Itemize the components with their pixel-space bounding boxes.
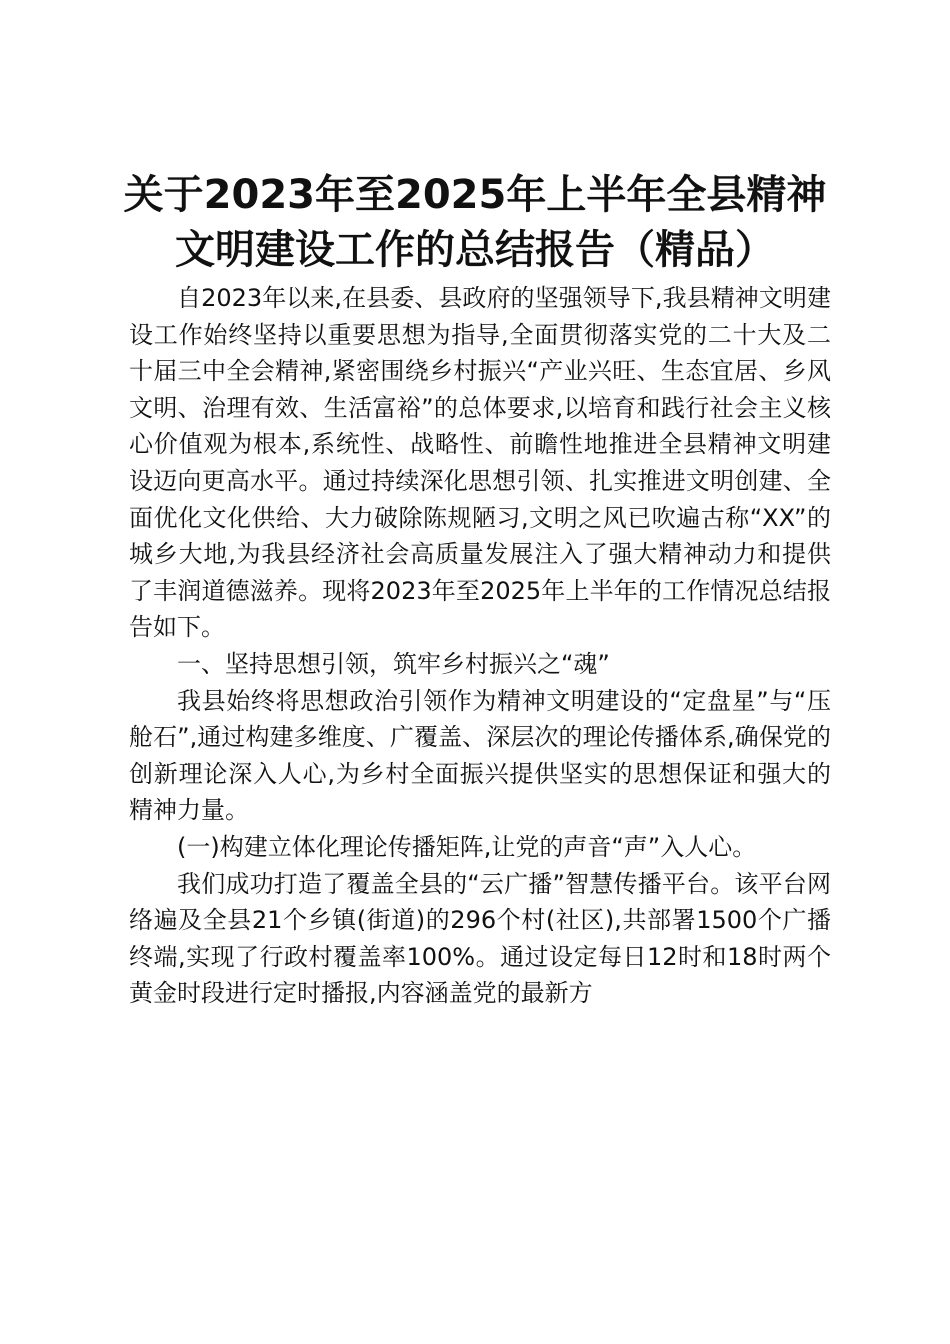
document-title: [100, 168, 850, 278]
title-line-1: 关于2023年至2025年上半年全县精神: [123, 172, 827, 218]
section-1-paragraph: 我县始终将思想政治引领作为精神文明建设的“定盘星”与“压舱石”,通过构建多维度、广覆盖、深层次的理论传播体系,确保党的创新理论深入人心,为乡村全面振兴提供坚实的思想保证和强大的精神力量。: [129, 686, 831, 825]
subsection-heading-1: (一)构建立体化理论传播矩阵,让党的声音“声”入人心。: [177, 832, 757, 861]
subsection-1-paragraph: 我们成功打造了覆盖全县的“云广播”智慧传播平台。该平台网络遍及全县21个乡镇(街道)的296个村(社区),共部署1500个广播终端,实现了行政村覆盖率100%。通过设定每日12时和18时两个黄金时段进行定时播报,内容涵盖党的最新方: [129, 869, 831, 1008]
section-heading-1: 一、坚持思想引领，筑牢乡村振兴之“魂”: [177, 649, 610, 678]
title-line-2: 文明建设工作的总结报告（精品）: [175, 227, 775, 273]
document-body: [129, 280, 831, 1012]
intro-paragraph: 自2023年以来,在县委、县政府的坚强领导下,我县精神文明建设工作始终坚持以重要思想为指导,全面贯彻落实党的二十大及二十届三中全会精神,紧密围绕乡村振兴“产业兴旺、生态宜居、乡风文明、治理有效、生活富裕”的总体要求,以培育和践行社会主义核心价值观为根本,系统性、战略性、前瞻性地推进全县精神文明建设迈向更高水平。通过持续深化思想引领、扎实推进文明创建、全面优化文化供给、大力破除陈规陋习,文明之风已吹遍古称“XX”的城乡大地,为我县经济社会高质量发展注入了强大精神动力和提供了丰润道德滋养。现将2023年至2025年上半年的工作情况总结报告如下。: [129, 284, 831, 642]
